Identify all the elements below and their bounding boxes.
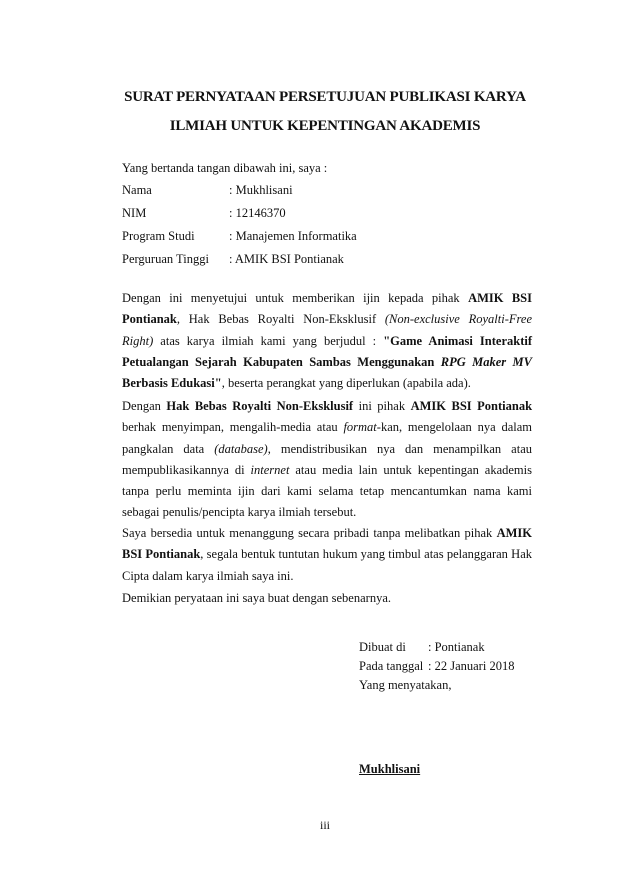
- closing-statement: Demikian peryataan ini saya buat dengan sebenarnya.: [122, 591, 391, 605]
- date-value: : 22 Januari 2018: [428, 659, 515, 673]
- text-span: atas karya ilmiah kami yang berjudul :: [153, 333, 384, 348]
- place-label: Dibuat di: [359, 640, 406, 654]
- thesis-title-end: Berbasis Edukasi": [122, 376, 222, 391]
- field-value-nama: : Mukhlisani: [229, 183, 293, 197]
- field-label-perguruan-tinggi: Perguruan Tinggi: [122, 252, 209, 266]
- consent-paragraph: [122, 288, 532, 394]
- page-number: iii: [319, 818, 330, 832]
- document-title-line-1: SURAT PERNYATAAN PERSETUJUAN PUBLIKASI KARYA: [124, 89, 526, 105]
- text-span: Dengan ini menyetujui untuk memberikan ijin kepada pihak: [122, 291, 469, 305]
- institution-name: AMIK BSI Pontianak: [122, 291, 532, 327]
- english-term: (Non-exclusive Royalti-Free Right): [122, 312, 532, 348]
- italic-term: format: [343, 420, 377, 435]
- text-span: atau media lain untuk kepentingan akademis tanpa perlu meminta ijin dari kami selama tetap mencantumkan nama kami sebagai penulis/pencipta karya ilmiah tersebut.: [122, 462, 532, 520]
- text-span: , Hak Bebas Royalti Non-Eksklusif: [176, 312, 385, 327]
- text-span: -kan, mengelolaan nya dalam pangkalan data: [122, 420, 532, 456]
- text-span: berhak menyimpan, mengalih-media atau: [122, 420, 344, 435]
- text-span: , segala bentuk tuntutan hukum yang timbul atas pelanggaran Hak Cipta dalam karya ilmiah saya ini.: [122, 547, 533, 583]
- text-span: , mendistribusikan nya dan menampilkan atau mempublikasikannya di: [122, 441, 532, 477]
- rights-paragraph: [122, 396, 532, 524]
- place-value: : Pontianak: [428, 640, 485, 654]
- field-value-program-studi: : Manajemen Informatika: [229, 229, 357, 243]
- institution-name: AMIK BSI Pontianak: [410, 399, 533, 413]
- date-label: Pada tanggal: [359, 659, 424, 673]
- signer-name: Mukhlisani: [359, 762, 421, 776]
- signer-statement: Yang menyatakan,: [359, 678, 452, 692]
- italic-term: internet: [250, 462, 290, 477]
- rights-term: Hak Bebas Royalti Non-Eksklusif: [166, 399, 354, 413]
- field-value-nim: : 12146370: [229, 206, 286, 220]
- text-span: Saya bersedia untuk menanggung secara pribadi tanpa melibatkan pihak: [122, 526, 497, 540]
- field-label-program-studi: Program Studi: [122, 229, 195, 243]
- thesis-title-software: RPG Maker MV: [440, 354, 532, 369]
- liability-paragraph: [122, 523, 532, 587]
- field-label-nama: Nama: [122, 183, 152, 197]
- document-title-line-2: ILMIAH UNTUK KEPENTINGAN AKADEMIS: [169, 118, 481, 134]
- thesis-title: "Game Animasi Interaktif Petualangan Sejarah Kabupaten Sambas Menggunakan: [122, 333, 532, 369]
- text-span: ini pihak: [353, 399, 411, 413]
- field-label-nim: NIM: [122, 206, 147, 220]
- text-span: , beserta perangkat yang diperlukan (apabila ada).: [221, 376, 471, 391]
- intro-text: Yang bertanda tangan dibawah ini, saya :: [122, 161, 328, 175]
- field-value-perguruan-tinggi: : AMIK BSI Pontianak: [229, 252, 344, 266]
- text-span: Dengan: [122, 399, 167, 413]
- institution-name: AMIK BSI Pontianak: [122, 526, 532, 562]
- italic-term: (database): [214, 441, 268, 456]
